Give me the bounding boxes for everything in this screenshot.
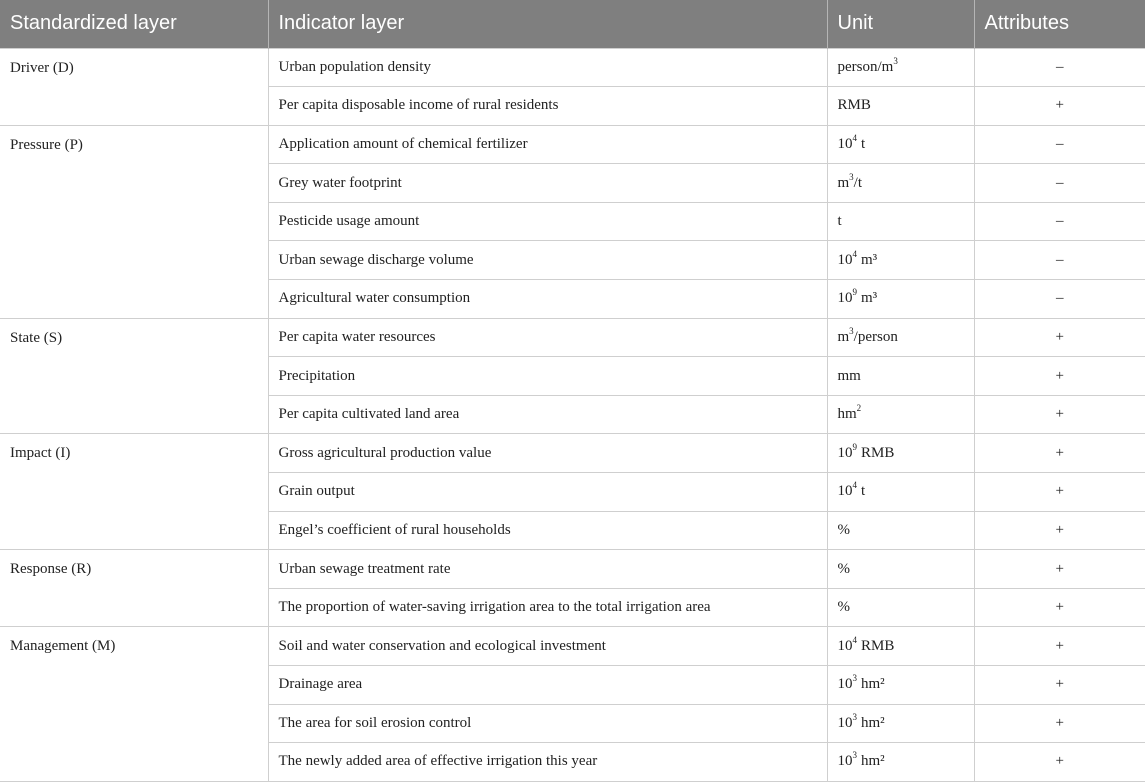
unit-base: 10 — [837, 290, 853, 307]
unit-tail: /t — [853, 174, 863, 191]
table-row — [0, 627, 1145, 666]
indicator-cell: Urban sewage treatment rate — [268, 550, 827, 589]
indicator-cell: Grey water footprint — [268, 164, 827, 203]
standardized-layer-cell: Impact (I) — [0, 434, 268, 550]
unit-cell — [827, 511, 974, 550]
indicator-cell: Precipitation — [268, 357, 827, 396]
unit-base: 10 — [837, 637, 853, 654]
standardized-layer-cell: Pressure (P) — [0, 125, 268, 318]
indicator-cell: Per capita disposable income of rural residents — [268, 87, 827, 126]
indicator-cell: Urban sewage discharge volume — [268, 241, 827, 280]
unit-base: mm — [837, 367, 861, 384]
unit-exponent: 9 — [852, 441, 857, 452]
unit-cell — [827, 627, 974, 666]
unit-base: RMB — [837, 97, 871, 114]
unit-exponent: 3 — [852, 750, 857, 761]
unit-cell — [827, 588, 974, 627]
header-unit: Unit — [827, 0, 974, 48]
standardized-layer-cell: Management (M) — [0, 627, 268, 781]
header-row — [0, 0, 1145, 48]
unit-cell — [827, 473, 974, 512]
attribute-cell: + — [974, 743, 1145, 782]
unit-cell — [827, 164, 974, 203]
attribute-cell: – — [974, 125, 1145, 164]
unit-tail: t — [861, 483, 866, 500]
unit-base: m — [837, 328, 850, 345]
table-row — [0, 550, 1145, 589]
attribute-cell: – — [974, 48, 1145, 87]
header-standardized-layer: Standardized layer — [0, 0, 268, 48]
unit-cell — [827, 704, 974, 743]
indicator-cell: Engel’s coefficient of rural households — [268, 511, 827, 550]
unit-base: hm — [837, 406, 857, 423]
unit-base: 10 — [837, 753, 853, 770]
unit-base: person/m — [837, 58, 894, 75]
attribute-cell: + — [974, 627, 1145, 666]
indicator-cell: Grain output — [268, 473, 827, 512]
indicator-cell: The newly added area of effective irrigation this year — [268, 743, 827, 782]
unit-base: % — [837, 521, 850, 538]
indicator-cell: Agricultural water consumption — [268, 280, 827, 319]
unit-exponent: 4 — [852, 132, 857, 143]
table-body — [0, 48, 1145, 781]
unit-base: 10 — [837, 135, 853, 152]
unit-cell — [827, 357, 974, 396]
unit-cell — [827, 434, 974, 473]
indicator-cell: Application amount of chemical fertilizer — [268, 125, 827, 164]
unit-exponent: 4 — [852, 480, 857, 491]
unit-cell — [827, 318, 974, 357]
unit-cell — [827, 666, 974, 705]
attribute-cell: + — [974, 666, 1145, 705]
unit-exponent: 3 — [849, 325, 854, 336]
unit-exponent: 4 — [852, 634, 857, 645]
unit-cell — [827, 395, 974, 434]
unit-exponent: 3 — [852, 711, 857, 722]
unit-tail: m³ — [861, 290, 878, 307]
indicator-cell: Per capita water resources — [268, 318, 827, 357]
unit-cell — [827, 743, 974, 782]
table-row — [0, 318, 1145, 357]
table-row — [0, 48, 1145, 87]
standardized-layer-cell: Response (R) — [0, 550, 268, 627]
unit-exponent: 3 — [893, 55, 898, 66]
table-row — [0, 125, 1145, 164]
unit-base: 10 — [837, 444, 853, 461]
attribute-cell: – — [974, 241, 1145, 280]
standardized-layer-cell: Driver (D) — [0, 48, 268, 125]
unit-base: m — [837, 174, 850, 191]
unit-cell — [827, 87, 974, 126]
attribute-cell: + — [974, 87, 1145, 126]
unit-base: % — [837, 599, 850, 616]
unit-tail: t — [861, 135, 866, 152]
standardized-layer-cell: State (S) — [0, 318, 268, 434]
unit-tail: hm² — [861, 714, 885, 731]
attribute-cell: + — [974, 550, 1145, 589]
indicator-cell: The proportion of water-saving irrigation area to the total irrigation area — [268, 588, 827, 627]
attribute-cell: – — [974, 202, 1145, 241]
unit-base: t — [837, 213, 842, 230]
unit-exponent: 3 — [849, 171, 854, 182]
attribute-cell: + — [974, 434, 1145, 473]
indicator-cell: Per capita cultivated land area — [268, 395, 827, 434]
header-indicator-layer: Indicator layer — [268, 0, 827, 48]
unit-base: % — [837, 560, 850, 577]
unit-tail: hm² — [861, 753, 885, 770]
attribute-cell: + — [974, 357, 1145, 396]
indicator-cell: Drainage area — [268, 666, 827, 705]
unit-cell — [827, 48, 974, 87]
attribute-cell: + — [974, 588, 1145, 627]
unit-cell — [827, 550, 974, 589]
indicator-cell: The area for soil erosion control — [268, 704, 827, 743]
indicator-cell: Soil and water conservation and ecological investment — [268, 627, 827, 666]
attribute-cell: – — [974, 280, 1145, 319]
unit-exponent: 3 — [852, 673, 857, 684]
unit-exponent: 4 — [852, 248, 857, 259]
indicator-cell: Gross agricultural production value — [268, 434, 827, 473]
unit-exponent: 2 — [856, 403, 862, 414]
attribute-cell: – — [974, 164, 1145, 203]
unit-base: 10 — [837, 483, 853, 500]
attribute-cell: + — [974, 318, 1145, 357]
attribute-cell: + — [974, 704, 1145, 743]
attribute-cell: + — [974, 395, 1145, 434]
unit-cell — [827, 202, 974, 241]
unit-tail: /person — [853, 328, 898, 345]
unit-cell — [827, 125, 974, 164]
unit-cell — [827, 241, 974, 280]
unit-base: 10 — [837, 714, 853, 731]
unit-base: 10 — [837, 676, 853, 693]
unit-tail: m³ — [861, 251, 878, 268]
unit-tail: RMB — [861, 637, 895, 654]
indicator-cell: Pesticide usage amount — [268, 202, 827, 241]
attribute-cell: + — [974, 473, 1145, 512]
header-attributes: Attributes — [974, 0, 1145, 48]
unit-tail: RMB — [861, 444, 895, 461]
attribute-cell: + — [974, 511, 1145, 550]
unit-tail: hm² — [861, 676, 885, 693]
indicator-cell: Urban population density — [268, 48, 827, 87]
unit-base: 10 — [837, 251, 853, 268]
unit-exponent: 9 — [852, 287, 857, 298]
table-row — [0, 434, 1145, 473]
unit-cell — [827, 280, 974, 319]
